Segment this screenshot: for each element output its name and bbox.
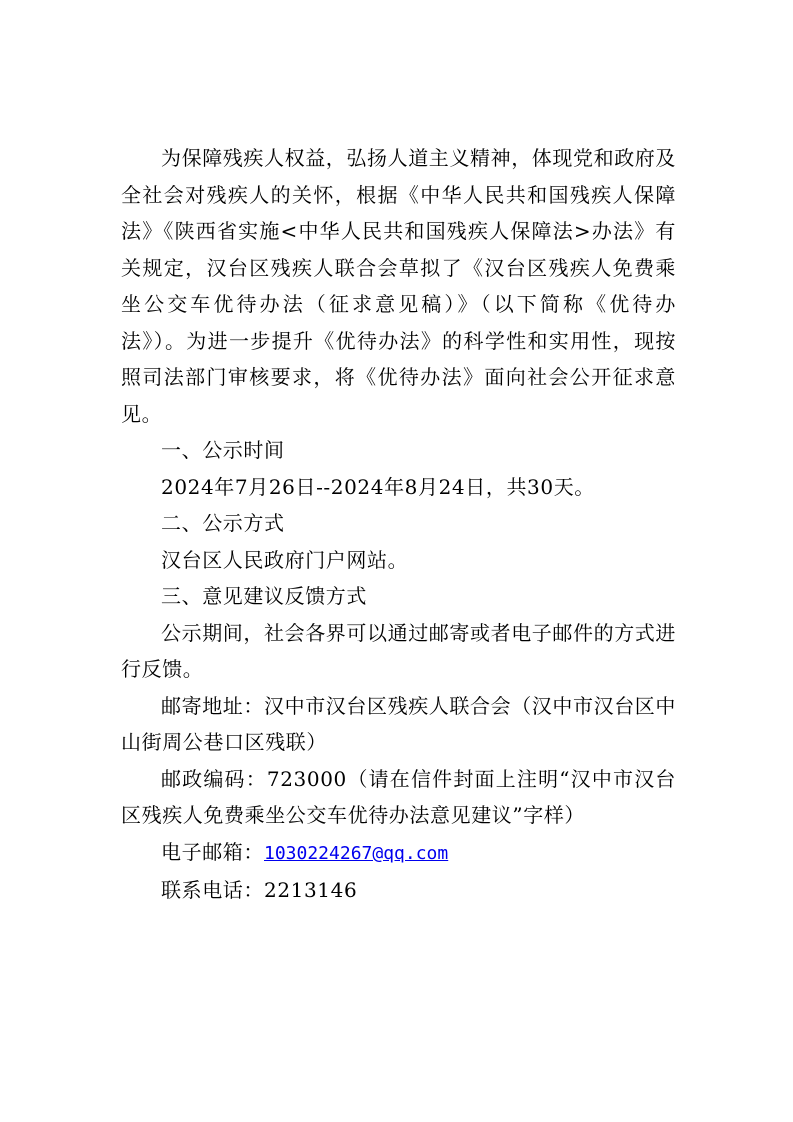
section1-heading: 一、公示时间 <box>161 438 285 462</box>
mail-address: 邮寄地址：汉中市汉台区残疾人联合会（汉中市汉台区中山街周公巷口区残联） <box>121 693 676 754</box>
section2-content: 汉台区人民政府门户网站。 <box>161 547 409 572</box>
phone-line: 联系电话：2213146 <box>161 878 358 902</box>
section3-heading: 三、意见建议反馈方式 <box>161 584 367 608</box>
section2-heading: 二、公示方式 <box>161 511 285 535</box>
document-body <box>121 140 676 909</box>
email-link[interactable]: 1030224267@qq.com <box>264 842 449 864</box>
section3-content: 公示期间，社会各界可以通过邮寄或者电子邮件的方式进行反馈。 <box>121 620 676 681</box>
postal-code: 邮政编码：723000（请在信件封面上注明“汉中市汉台区残疾人免费乘坐公交车优待办法意见建议”字样） <box>121 766 676 827</box>
section1-content: 2024年7月26日--2024年8月24日，共30天。 <box>161 474 595 499</box>
email-label: 电子邮箱： <box>161 839 264 864</box>
intro-paragraph: 为保障残疾人权益，弘扬人道主义精神，体现党和政府及全社会对残疾人的关怀，根据《中华人民共和国残疾人保障法》《陕西省实施<中华人民共和国残疾人保障法>办法》有关规定，汉台区残疾人联合会草拟了《汉台区残疾人免费乘坐公交车优待办法（征求意见稿）》（以下简称《优待办法》）。为进一步提升《优待办法》的科学性和实用性，现按照司法部门审核要求，将《优待办法》面向社会公开征求意见。 <box>121 146 676 426</box>
email-line <box>121 834 676 873</box>
